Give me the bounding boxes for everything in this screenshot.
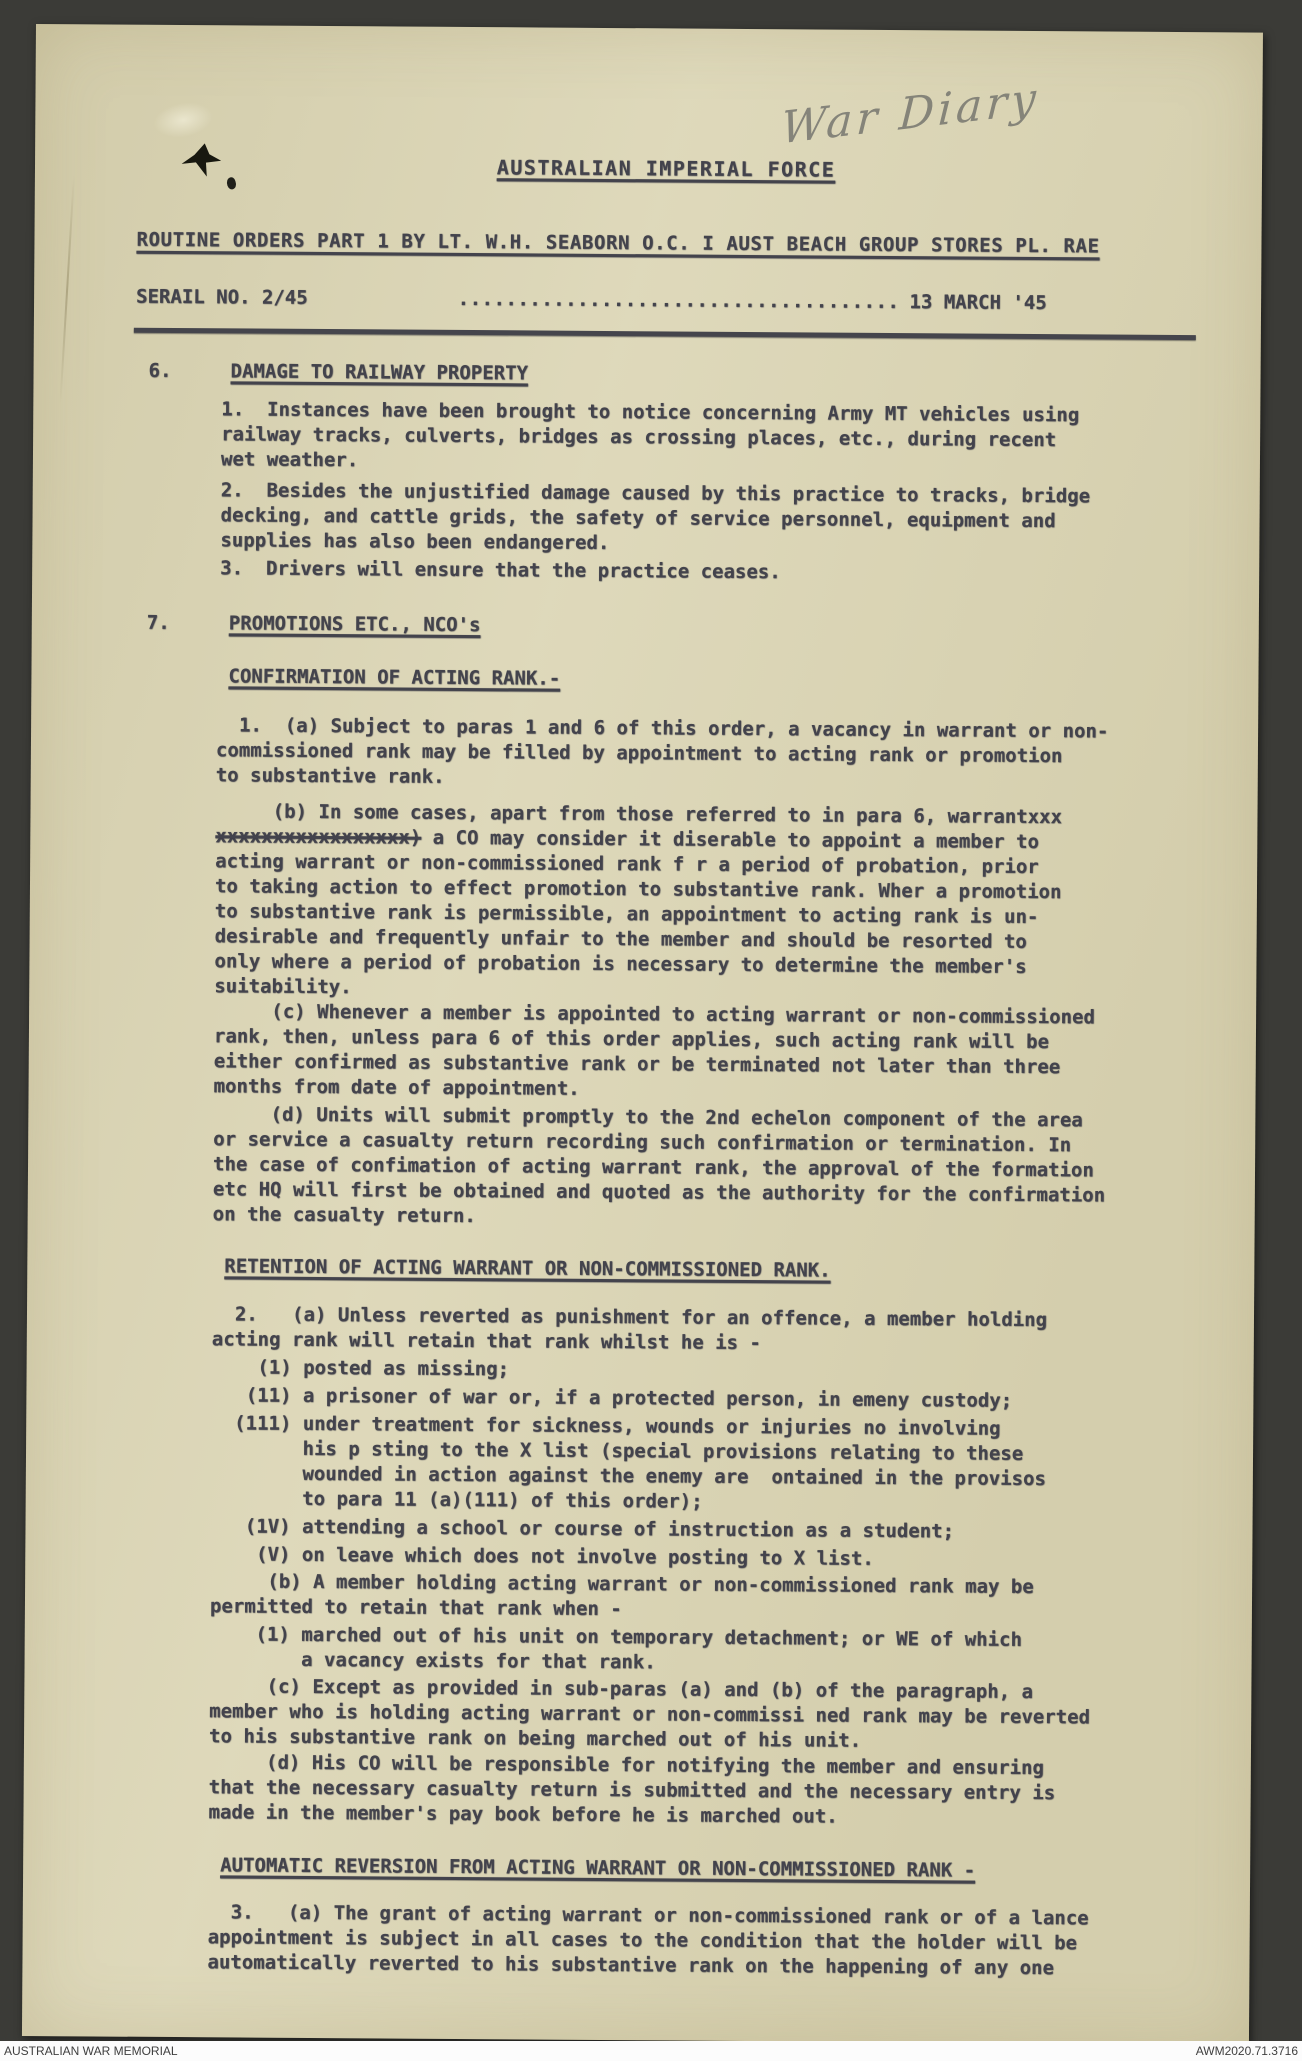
section-7-heading: PROMOTIONS ETC., NCO's — [228, 612, 481, 637]
reference-number: AWM2020.71.3716 — [1195, 2044, 1298, 2058]
paragraph: 1. (a) Subject to paras 1 and 6 of this order, a vacancy in warrant or non- commissioned rank may be filled by appointment to acting rank or promotion to substantive rank. — [215, 714, 1109, 788]
routine-orders-line: ROUTINE ORDERS PART 1 BY LT. W.H. SEABORN O.C. I AUST BEACH GROUP STORES PL. RAE — [136, 228, 1100, 258]
list-item: (11) a prisoner of war or, if a protected person, in emeny custody; — [211, 1384, 1013, 1412]
paragraph: 1. Instances have been brought to notice concerning Army MT vehicles using railway tracks, culverts, bridges as crossing places, etc., during recent wet weather. — [220, 398, 1080, 472]
list-item: (1V) attending a school or course of instruction as a student; — [210, 1515, 955, 1543]
retention-subheading: RETENTION OF ACTING WARRANT OR NON-COMMISSIONED RANK. — [224, 1255, 831, 1282]
handwritten-annotation: War Diary — [779, 72, 1042, 155]
list-item: (1) posted as missing; — [211, 1356, 510, 1381]
document-content — [122, 25, 1198, 1982]
document-title: AUSTRALIAN IMPERIAL FORCE — [496, 155, 836, 182]
list-item: (111) under treatment for sickness, wounds or injuries no involving his p sting to the X list (special provisions relating to these wounded in action against the enemy are ontained in the provisos to para 11 (a)(111) of this order); — [210, 1412, 1047, 1513]
archive-label: AUSTRALIAN WAR MEMORIAL — [4, 2044, 178, 2058]
issue-date: 13 MARCH '45 — [909, 291, 1047, 315]
strikethrough-text: xxxxxxxxxxxxxxxxx) — [215, 825, 422, 849]
section-6-heading: DAMAGE TO RAILWAY PROPERTY — [230, 360, 529, 385]
paragraph-text: (b) In some cases, apart from those referred to in para 6, warrantxxx — [215, 800, 1063, 829]
dotted-leader: ..................................... — [457, 287, 900, 314]
paragraph: (c) Whenever a member is appointed to acting warrant or non-commissioned rank, then, unless para 6 of this order applies, such acting rank will be either confirmed as substantive rank or be terminated not later than three months from date of appointment. — [213, 1000, 1095, 1100]
automatic-reversion-subheading: AUTOMATIC REVERSION FROM ACTING WARRANT OR NON-COMMISSIONED RANK - — [220, 1854, 976, 1882]
paragraph: 2. (a) Unless reverted as punishment for an offence, a member holding acting rank will retain that rank whilst he is - — [211, 1303, 1048, 1355]
list-item: (1) marched out of his unit on temporary detachment; or WE of which a vacancy exists for that rank. — [209, 1623, 1023, 1674]
paragraph: (d) His CO will be responsible for notifying the member and ensuring that the necessary casualty return is submitted and the necessary entry is made in the member's pay book before he is marched out. — [208, 1751, 1056, 1828]
paragraph: 2. Besides the unjustified damage caused by this practice to tracks, bridge decking, and cattle grids, the safety of service personnel, equipment and supplies has also been endangered. — [220, 479, 1091, 555]
paper-crease — [59, 174, 75, 404]
section-7-number: 7. — [146, 611, 170, 634]
document-body — [146, 359, 1195, 1982]
paragraph: 3. Drivers will ensure that the practice ceases. — [220, 557, 781, 584]
paper-sheet — [22, 24, 1263, 2045]
paragraph: (d) Units will submit promptly to the 2nd echelon component of the area or service a casualty return recording such confirmation or termination. In the case of confimation of acting warrant rank, the approval of the formation etc HQ will first be obtained and quoted as the authority for the confirmation on the casualty return. — [212, 1103, 1106, 1228]
paragraph: 3. (a) The grant of acting warrant or non-commissioned rank or of a lance appointment is subject in all cases to the condition that the holder will be automatically reverted to his substantive rank on the happening of any one — [207, 1901, 1089, 1980]
archive-footer-bar — [0, 2041, 1302, 2061]
list-item: (V) on leave which does not involve posting to X list. — [210, 1543, 874, 1570]
section-6-number: 6. — [148, 359, 172, 382]
divider-rule — [134, 328, 1196, 340]
confirmation-subheading: CONFIRMATION OF ACTING RANK.- — [228, 665, 561, 690]
paragraph-text: a CO may consider it diserable to appoint a member to acting warrant or non-commissioned rank f r a period of probation, prior to taking action to effect promotion to substantive rank. Wher a promotion to substantive rank is permissible, an appointment to acting rank is un- desirable and frequently unfair to the member and should be resorted to only where a period of probation is necessary to determine the member's suitability. — [214, 826, 1062, 999]
paragraph: (b) A member holding acting warrant or non-commissioned rank may be permitted to retain that rank when - — [209, 1570, 1034, 1621]
paragraph — [214, 799, 1192, 1006]
section-6-heading-row — [148, 359, 1195, 391]
serial-line — [136, 285, 1196, 317]
paragraph: (c) Except as provided in sub-paras (a) and (b) of the paragraph, a member who is holding acting warrant or non-commissi ned rank may be reverted to his substantive rank on being marched out of his unit. — [208, 1675, 1091, 1752]
serial-number: SERAIL NO. 2/45 — [136, 285, 308, 309]
